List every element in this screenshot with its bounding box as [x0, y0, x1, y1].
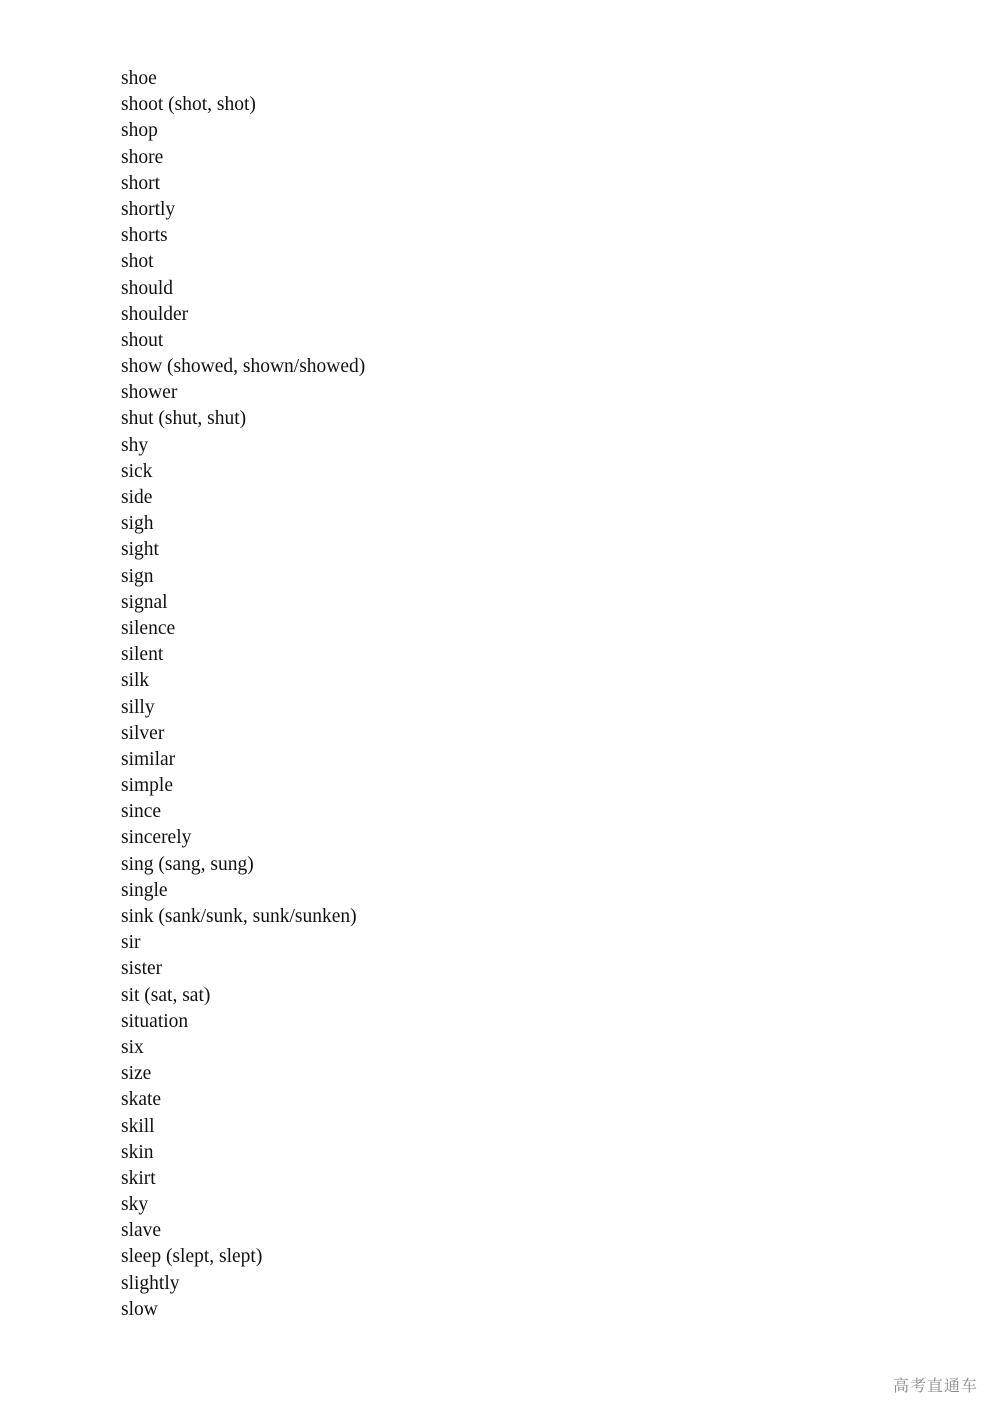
vocabulary-entry: shot [121, 251, 154, 273]
vocabulary-entry: shortly [121, 198, 176, 220]
vocabulary-entry: shut (shut, shut) [121, 408, 247, 430]
vocabulary-entry: similar [121, 748, 176, 770]
vocabulary-entry: shoe [121, 68, 157, 89]
vocabulary-entry: slave [121, 1220, 162, 1242]
vocabulary-entry: shoot (shot, shot) [121, 94, 256, 116]
vocabulary-entry: skin [121, 1141, 154, 1163]
vocabulary-list [121, 66, 365, 1323]
vocabulary-entry: sing (sang, sung) [121, 853, 254, 875]
vocabulary-entry: simple [121, 775, 173, 797]
vocabulary-entry: slow [121, 1298, 158, 1320]
vocabulary-entry: shy [121, 434, 149, 456]
vocabulary-entry: silence [121, 617, 176, 639]
vocabulary-entry: silent [121, 644, 164, 666]
vocabulary-entry: slightly [121, 1272, 180, 1294]
vocabulary-entry: sick [121, 460, 153, 482]
vocabulary-entry: silver [121, 722, 165, 744]
vocabulary-entry: sister [121, 958, 163, 980]
vocabulary-entry: six [121, 1036, 144, 1058]
vocabulary-entry: shorts [121, 225, 168, 247]
vocabulary-entry: short [121, 172, 160, 194]
vocabulary-entry: shower [121, 382, 178, 404]
vocabulary-entry: sleep (slept, slept) [121, 1246, 263, 1268]
vocabulary-entry: situation [121, 1010, 189, 1032]
watermark: 高考直通车 [892, 1376, 978, 1395]
vocabulary-entry: silk [121, 670, 150, 692]
vocabulary-entry: signal [121, 591, 168, 613]
vocabulary-entry: skirt [121, 1167, 156, 1189]
vocabulary-entry: sky [121, 1194, 149, 1216]
vocabulary-entry: shore [121, 146, 164, 168]
vocabulary-entry: side [121, 487, 153, 508]
vocabulary-entry: size [121, 1063, 152, 1085]
vocabulary-entry: sincerely [121, 827, 192, 849]
vocabulary-entry: sign [121, 565, 154, 587]
vocabulary-entry: single [121, 879, 168, 901]
vocabulary-entry: shop [121, 120, 158, 142]
vocabulary-entry: sigh [121, 513, 154, 535]
vocabulary-entry: sink (sank/sunk, sunk/sunken) [121, 906, 357, 927]
vocabulary-entry: show (showed, shown/showed) [121, 356, 366, 378]
vocabulary-entry: since [121, 801, 162, 823]
vocabulary-entry: skill [121, 1115, 155, 1137]
vocabulary-entry: skate [121, 1089, 162, 1111]
vocabulary-entry: shoulder [121, 303, 189, 325]
vocabulary-entry: should [121, 277, 174, 299]
vocabulary-entry: sit (sat, sat) [121, 984, 211, 1006]
vocabulary-entry: shout [121, 329, 164, 351]
vocabulary-entry: sir [121, 932, 141, 954]
vocabulary-entry: silly [121, 696, 155, 718]
vocabulary-entry: sight [121, 539, 159, 561]
